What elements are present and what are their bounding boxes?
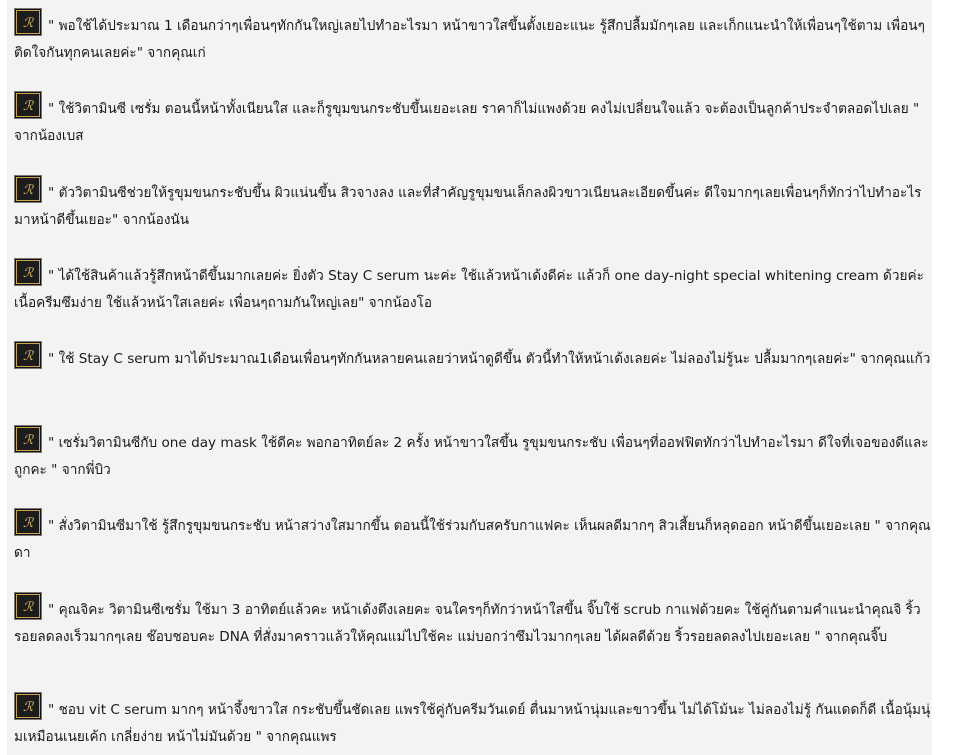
svg-text:ℛ: ℛ <box>22 600 34 615</box>
testimonial-item <box>14 692 932 751</box>
testimonial-text: " สั่งวิตามินซีมาใช้ รู้สึกรูขุมขนกระชับ หน้าสว่างใสมากขึ้น ตอนนี้ใช้ร่วมกับสครับกาแฟคะ เห็นผลดีมากๆ สิวเสี้ยนก็หลุดออก หน้าดีขึ้นเยอะเลย " จากคุณดา <box>14 518 931 561</box>
brand-logo-icon <box>14 175 42 203</box>
testimonial-text: " ได้ใช้สินค้าแล้วรู้สึกหน้าดีขึ้นมากเลยค่ะ ยิ่งตัว Stay C serum นะค่ะ ใช้แล้วหน้าเด้งดีค่ะ แล้วก็ one day-night special whitening cream ด้วยค่ะ เนื้อครีมซึมง่าย ใช้แล้วหน้าใสเลยค่ะ เพื่อนๆถามกันใหญ่เลย" จากน้องโอ <box>14 268 924 311</box>
testimonial-item <box>14 425 932 484</box>
svg-text:ℛ: ℛ <box>22 700 34 715</box>
brand-logo-icon <box>14 91 42 119</box>
testimonial-text: " เซรั่มวิตามินซีกับ one day mask ใช้ดีคะ พอกอาทิตย์ละ 2 ครั้ง หน้าขาวใสขึ้น รูขุมขนกระชับ เพื่อนๆที่ออฟฟิตทักว่าไปทำอะไรมา ดีใจที่เจอของดีและถูกคะ " จากพี่บิว <box>14 435 929 478</box>
testimonial-item <box>14 91 932 150</box>
svg-text:ℛ: ℛ <box>22 99 34 114</box>
brand-logo-icon <box>14 425 42 453</box>
svg-text:ℛ: ℛ <box>22 433 34 448</box>
brand-logo-icon <box>14 258 42 286</box>
testimonial-text: " ใช้ Stay C serum มาได้ประมาณ1เดือนเพื่อนๆทักกันหลายคนเลยว่าหน้าดูดีขึ้น ตัวนี้ทำให้หน้าเด้งเลยค่ะ ไม่ลองไม่รู้นะ ปลื้มมากๆเลยค่ะ" จากคุณแก้ว <box>48 351 931 367</box>
testimonial-panel <box>7 0 932 755</box>
testimonial-text: " คุณจิคะ วิตามินซีเซรั่ม ใช้มา 3 อาทิตย์แล้วคะ หน้าเด้งตึงเลยคะ จนใครๆก็ทักว่าหน้าใสขึ้น จิ๊บใช้ scrub กาแฟด้วยคะ ใช้คู่กันตามคำแนะนำคุณจิ ริ้วรอยลดลงเร็วมากๆเลย ช๊อบชอบคะ DNA ที่สั่งมาคราวแล้วให้คุณแม่ไปใช้คะ แม่บอกว่าซึมไวมากๆเลย ได้ผลดีด้วย ริ้วรอยลดลงไปเยอะเลย " จากคุณจิ๊บ <box>14 602 921 645</box>
testimonial-text: " พอใช้ได้ประมาณ 1 เดือนกว่าๆเพื่อนๆทักกันใหญ่เลยไปทำอะไรมา หน้าขาวใสขึ้นตั้งเยอะแนะ รู้สึกปลื้มมักๆเลย และเก็กแนะนำให้เพื่อนๆใช้ตาม เพื่อนๆติดใจกันทุกคนเลยค่ะ" จากคุณเก่ <box>14 18 925 61</box>
testimonial-text: " ใช้วิตามินซี เซรั่ม ตอนนี้หน้าทั้งเนียนใส และก็รูขุมขนกระชับขึ้นเยอะเลย ราคาก็ไม่แพงด้วย คงไม่เปลี่ยนใจแล้ว จะต้องเป็นลูกค้าประจำตลอดไปเลย " จากน้องเบส <box>14 101 920 144</box>
testimonial-item <box>14 508 932 567</box>
brand-logo-icon <box>14 508 42 536</box>
testimonial-text: " ชอบ vit C serum มากๆ หน้าจึ้งขาวใส กระชับขึ้นชัดเลย แพรใช้คู่กับครีมวันเดย์ ตื่นมาหน้านุ่มและขาวขึ้น ไม่ได้โม้นะ ไม่ลองไม่รู้ กันแดดก็ดี เนื้อนุ้มนุ่มเหมือนเนยเค้ก เกลี่ยง่าย หน้าไม่มันด้วย " จากคุณแพร <box>14 702 931 745</box>
brand-logo-icon <box>14 8 42 36</box>
brand-logo-icon <box>14 592 42 620</box>
brand-logo-icon <box>14 341 42 369</box>
testimonial-item <box>14 341 932 373</box>
svg-text:ℛ: ℛ <box>22 183 34 198</box>
svg-text:ℛ: ℛ <box>22 349 34 364</box>
svg-text:ℛ: ℛ <box>22 16 34 31</box>
testimonial-item <box>14 592 932 651</box>
brand-logo-icon <box>14 692 42 720</box>
testimonial-text: " ตัววิตามินซีช่วยให้รูขุมขนกระชับขึ้น ผิวแน่นขึ้น สิวจางลง และที่สำคัญรูขุมขนเล็กลงผิวขาวเนียนละเอียดขึ้นค่ะ ดีใจมากๆเลยเพื่อนๆก็ทักว่าไปทำอะไรมาหน้าดีขึ้นเยอะ" จากน้องนัน <box>14 185 922 228</box>
svg-text:ℛ: ℛ <box>22 516 34 531</box>
svg-text:ℛ: ℛ <box>22 266 34 281</box>
testimonial-item <box>14 258 932 317</box>
testimonial-item <box>14 8 932 67</box>
testimonial-item <box>14 175 932 234</box>
